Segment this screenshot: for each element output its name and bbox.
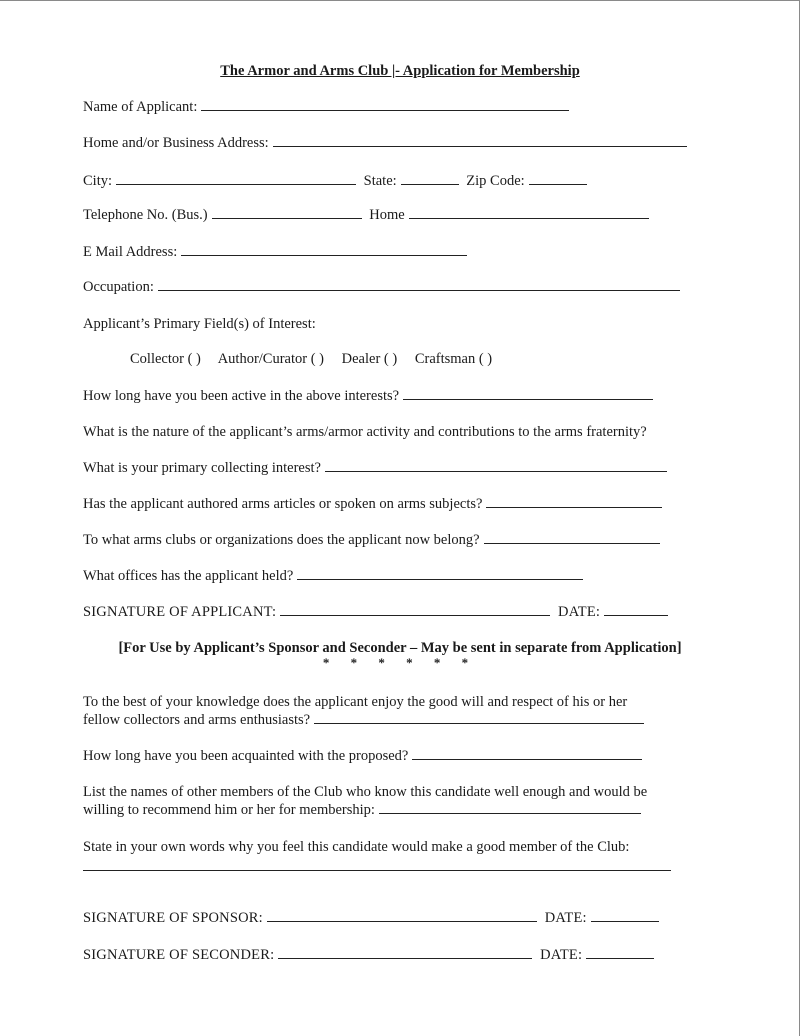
- goodwill-label-1: To the best of your knowledge does the applicant enjoy the good will and respect of his or her: [83, 694, 628, 710]
- address-blank[interactable]: [273, 134, 687, 147]
- sponsor-heading: [For Use by Applicant’s Sponsor and Seconder – May be sent in separate from Application]: [118, 640, 682, 656]
- list-label-2: willing to recommend him or her for membership:: [83, 802, 375, 818]
- active-row: [83, 387, 657, 405]
- occupation-row: [83, 278, 684, 296]
- seconder-signature-blank[interactable]: [278, 946, 532, 959]
- occupation-blank[interactable]: [158, 278, 680, 291]
- zip-blank[interactable]: [529, 172, 587, 185]
- interest-row: [83, 315, 316, 333]
- tel-home-label: Home: [369, 207, 405, 223]
- own-words-blank[interactable]: [83, 870, 671, 871]
- city-label: City:: [83, 173, 113, 189]
- acquainted-label: How long have you been acquainted with the proposed?: [83, 748, 409, 764]
- email-row: [83, 243, 471, 261]
- applicant-signature-blank[interactable]: [280, 603, 550, 616]
- authored-label: Has the applicant authored arms articles or spoken on arms subjects?: [83, 496, 483, 512]
- state-blank[interactable]: [401, 172, 459, 185]
- nature-row: [83, 423, 647, 441]
- goodwill-label-2: fellow collectors and arms enthusiasts?: [83, 712, 311, 728]
- clubs-label: To what arms clubs or organizations does the applicant now belong?: [83, 532, 480, 548]
- collecting-row: [83, 459, 671, 477]
- sponsor-signature-blank[interactable]: [267, 909, 537, 922]
- state-label: State:: [363, 173, 397, 189]
- name-blank[interactable]: [201, 98, 569, 111]
- list-blank[interactable]: [379, 801, 641, 814]
- address-row: [83, 134, 691, 152]
- offices-blank[interactable]: [297, 567, 583, 580]
- sponsor-signature-row: [83, 909, 663, 927]
- occupation-label: Occupation:: [83, 279, 154, 295]
- collecting-blank[interactable]: [325, 459, 667, 472]
- zip-label: Zip Code:: [466, 173, 525, 189]
- list-row-2: [83, 801, 645, 819]
- nature-label: What is the nature of the applicant’s arms/armor activity and contributions to the arms fraternity?: [83, 424, 647, 440]
- email-label: E Mail Address:: [83, 244, 178, 260]
- separator-stars: * * * * * *: [322, 655, 478, 670]
- option-collector[interactable]: Collector ( ): [130, 351, 201, 367]
- city-row: [83, 172, 591, 190]
- list-label-1: List the names of other members of the Club who know this candidate well enough and would be: [83, 784, 648, 800]
- option-dealer[interactable]: Dealer ( ): [341, 351, 398, 367]
- collecting-label: What is your primary collecting interest?: [83, 460, 321, 476]
- acquainted-row: [83, 747, 646, 765]
- name-label: Name of Applicant:: [83, 99, 198, 115]
- clubs-blank[interactable]: [484, 531, 660, 544]
- applicant-date-blank[interactable]: [604, 603, 668, 616]
- option-author-curator[interactable]: Author/Curator ( ): [217, 351, 325, 367]
- city-blank[interactable]: [116, 172, 356, 185]
- option-craftsman[interactable]: Craftsman ( ): [414, 351, 493, 367]
- own-words-label: State in your own words why you feel this candidate would make a good member of the Club:: [83, 839, 630, 855]
- address-label: Home and/or Business Address:: [83, 135, 269, 151]
- seconder-signature-row: [83, 946, 658, 964]
- own-words-row: [83, 838, 629, 856]
- active-blank[interactable]: [403, 387, 653, 400]
- form-title: The Armor and Arms Club |- Application for Membership: [220, 63, 580, 79]
- authored-row: [83, 495, 666, 513]
- goodwill-row-2: [83, 711, 648, 729]
- seconder-date-blank[interactable]: [586, 946, 654, 959]
- offices-label: What offices has the applicant held?: [83, 568, 294, 584]
- sponsor-date-label: DATE:: [544, 910, 587, 926]
- acquainted-blank[interactable]: [412, 747, 642, 760]
- tel-home-blank[interactable]: [409, 206, 649, 219]
- clubs-row: [83, 531, 664, 549]
- seconder-date-label: DATE:: [540, 947, 583, 963]
- interest-options: [130, 350, 506, 368]
- interest-label: Applicant’s Primary Field(s) of Interest:: [83, 316, 316, 332]
- name-row: [83, 98, 573, 116]
- seconder-signature-label: SIGNATURE OF SECONDER:: [83, 947, 275, 963]
- goodwill-row-1: [83, 693, 627, 711]
- authored-blank[interactable]: [486, 495, 662, 508]
- telephone-row: [83, 206, 653, 224]
- applicant-signature-label: SIGNATURE OF APPLICANT:: [83, 604, 277, 620]
- applicant-signature-row: [83, 603, 672, 621]
- offices-row: [83, 567, 587, 585]
- tel-bus-blank[interactable]: [212, 206, 362, 219]
- sponsor-date-blank[interactable]: [591, 909, 659, 922]
- applicant-date-label: DATE:: [558, 604, 601, 620]
- email-blank[interactable]: [181, 243, 467, 256]
- active-label: How long have you been active in the above interests?: [83, 388, 400, 404]
- sponsor-signature-label: SIGNATURE OF SPONSOR:: [83, 910, 263, 926]
- list-row-1: [83, 783, 647, 801]
- goodwill-blank[interactable]: [314, 711, 644, 724]
- tel-bus-label: Telephone No. (Bus.): [83, 207, 208, 223]
